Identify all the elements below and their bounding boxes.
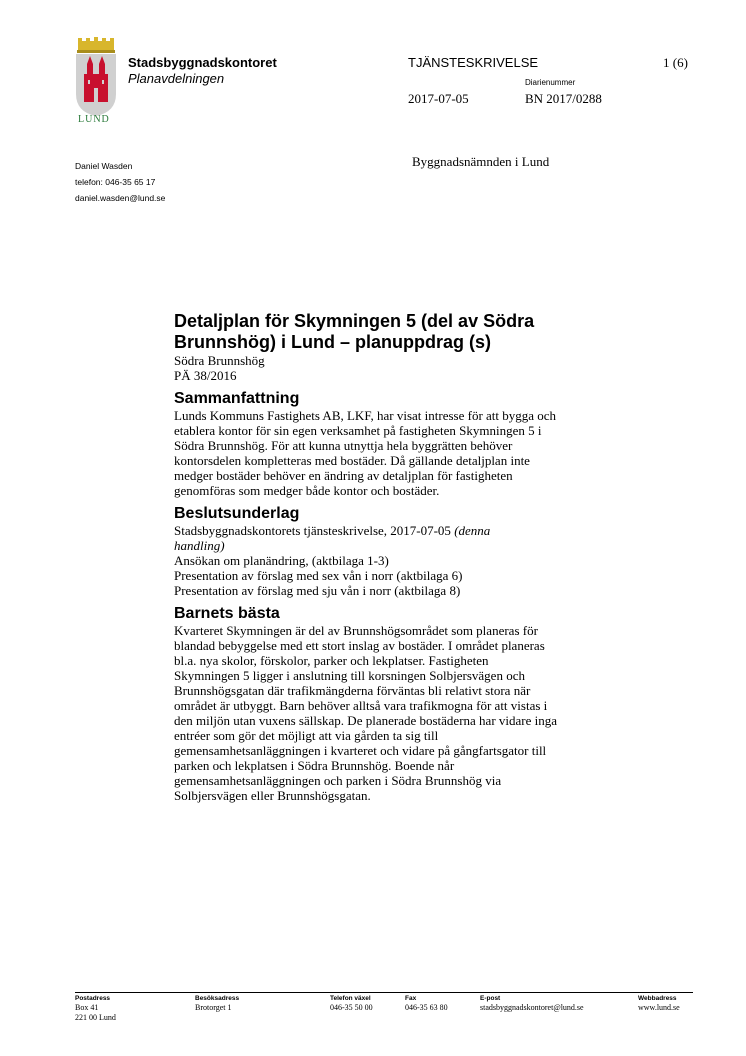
footer-value: Box 41 (75, 1003, 99, 1012)
footer-besoksadress (195, 995, 239, 1013)
summary-paragraph (174, 408, 654, 498)
footer-epost (480, 995, 584, 1013)
paragraph-line: entréer som gör det möjligt att via gården ta sig till (174, 728, 439, 743)
document-date: 2017-07-05 (408, 91, 469, 106)
organization-name: Stadsbyggnadskontoret (128, 55, 277, 70)
footer-postadress (75, 995, 116, 1023)
lund-coat-of-arms-logo (72, 36, 120, 128)
logo-lund-text: LUND (78, 114, 110, 125)
basis-item (174, 523, 654, 538)
diarienummer-label: Diarienummer (525, 78, 576, 87)
footer-value: Brotorget 1 (195, 1003, 232, 1012)
basis-item-note: handling) (174, 538, 225, 553)
paragraph-line: gemensamhetsanläggningen i kvarteret och vidare på gångfartsgator till (174, 743, 547, 758)
basis-item: Ansökan om planändring, (aktbilaga 1-3) (174, 553, 389, 568)
document-title (174, 311, 654, 353)
paragraph-line: etablera kontor för sin egen verksamhet på fastigheten Skymningen 5 i (174, 423, 542, 438)
paragraph-line: Södra Brunnshög. För att kunna utnyttja hela byggrätten behöver (174, 438, 513, 453)
section-heading-summary: Sammanfattning (174, 390, 300, 407)
footer-value: 046-35 50 00 (330, 1003, 373, 1012)
footer-value: 046-35 63 80 (405, 1003, 448, 1012)
organization-department: Planavdelningen (128, 71, 225, 86)
sender-name: Daniel Wasden (75, 161, 133, 171)
paragraph-line: parken och lekplatsen i Södra Brunnshög. Boende når (174, 758, 455, 773)
document-reference: PÄ 38/2016 (174, 368, 237, 383)
paragraph-line: området är utbyggt. Barn behöver alltså vara trafikmogna för att vistas i (174, 698, 548, 713)
child-paragraph (174, 623, 654, 803)
footer-value: 221 00 Lund (75, 1013, 116, 1022)
section-heading-basis: Beslutsunderlag (174, 505, 300, 522)
page-number: 1 (6) (663, 55, 688, 70)
document-subtitle: Södra Brunnshög (174, 353, 265, 368)
basis-list (174, 523, 654, 598)
footer-label: Postadress (75, 995, 111, 1002)
basis-item: Presentation av förslag med sju vån i norr (aktbilaga 8) (174, 583, 461, 598)
paragraph-line: den miljön utan vuxens sällskap. De planerade bostäderna har vidare inga (174, 713, 558, 728)
paragraph-line: Brunnshögsgatan där trafikmängderna förväntas bli relativt stora när (174, 683, 531, 698)
basis-item-note: (denna (454, 523, 491, 538)
footer-web-link[interactable]: www.lund.se (638, 1003, 680, 1012)
document-type: TJÄNSTESKRIVELSE (408, 55, 539, 70)
basis-item-note-continued (174, 538, 654, 553)
sender-phone: telefon: 046-35 65 17 (75, 177, 156, 187)
recipient: Byggnadsnämnden i Lund (412, 154, 550, 169)
paragraph-line: bl.a. nya skolor, förskolor, parker och lekplatser. Fastigheten (174, 653, 489, 668)
paragraph-line: genomföras som medger både kontor och bostäder. (174, 483, 440, 498)
footer-label: Webbadress (638, 995, 677, 1002)
footer-label: Telefon växel (330, 995, 371, 1002)
footer-label: Besöksadress (195, 995, 240, 1002)
section-heading-child: Barnets bästa (174, 605, 280, 622)
paragraph-line: gemensamhetsanläggningen och parken i Södra Brunnshög via (174, 773, 502, 788)
footer-label: E-post (480, 995, 501, 1002)
title-line: Brunnshög) i Lund – planuppdrag (s) (174, 332, 491, 352)
footer-fax (405, 995, 448, 1013)
footer-webbadress (638, 995, 680, 1013)
paragraph-line: Skymningen 5 ligger i anslutning till korsningen Solbjersvägen och (174, 668, 525, 683)
footer-label: Fax (405, 995, 417, 1002)
basis-item-text: Stadsbyggnadskontorets tjänsteskrivelse, 2017-07-05 (174, 523, 455, 538)
paragraph-line: medger bostäder behöver en ändring av detaljplan för fastigheten (174, 468, 513, 483)
footer-email-link[interactable]: stadsbyggnadskontoret@lund.se (480, 1003, 584, 1012)
footer-telefon (330, 995, 373, 1013)
basis-item: Presentation av förslag med sex vån i norr (aktbilaga 6) (174, 568, 463, 583)
title-line: Detaljplan för Skymningen 5 (del av Södra (174, 311, 535, 331)
paragraph-line: blandad bebyggelse med ett stort inslag av bostäder. I området planeras (174, 638, 545, 653)
paragraph-line: Kvarteret Skymningen är del av Brunnshögsområdet som planeras för (174, 623, 538, 638)
paragraph-line: kontorsdelen kompletteras med bostäder. Då gällande detaljplan inte (174, 453, 530, 468)
footer-divider (75, 992, 693, 993)
sender-email: daniel.wasden@lund.se (75, 193, 166, 203)
diarienummer-value: BN 2017/0288 (525, 91, 602, 106)
paragraph-line: Lunds Kommuns Fastighets AB, LKF, har visat intresse för att bygga och (174, 408, 557, 423)
paragraph-line: Solbjersvägen eller Brunnshögsgatan. (174, 788, 371, 803)
document-body (174, 311, 654, 803)
